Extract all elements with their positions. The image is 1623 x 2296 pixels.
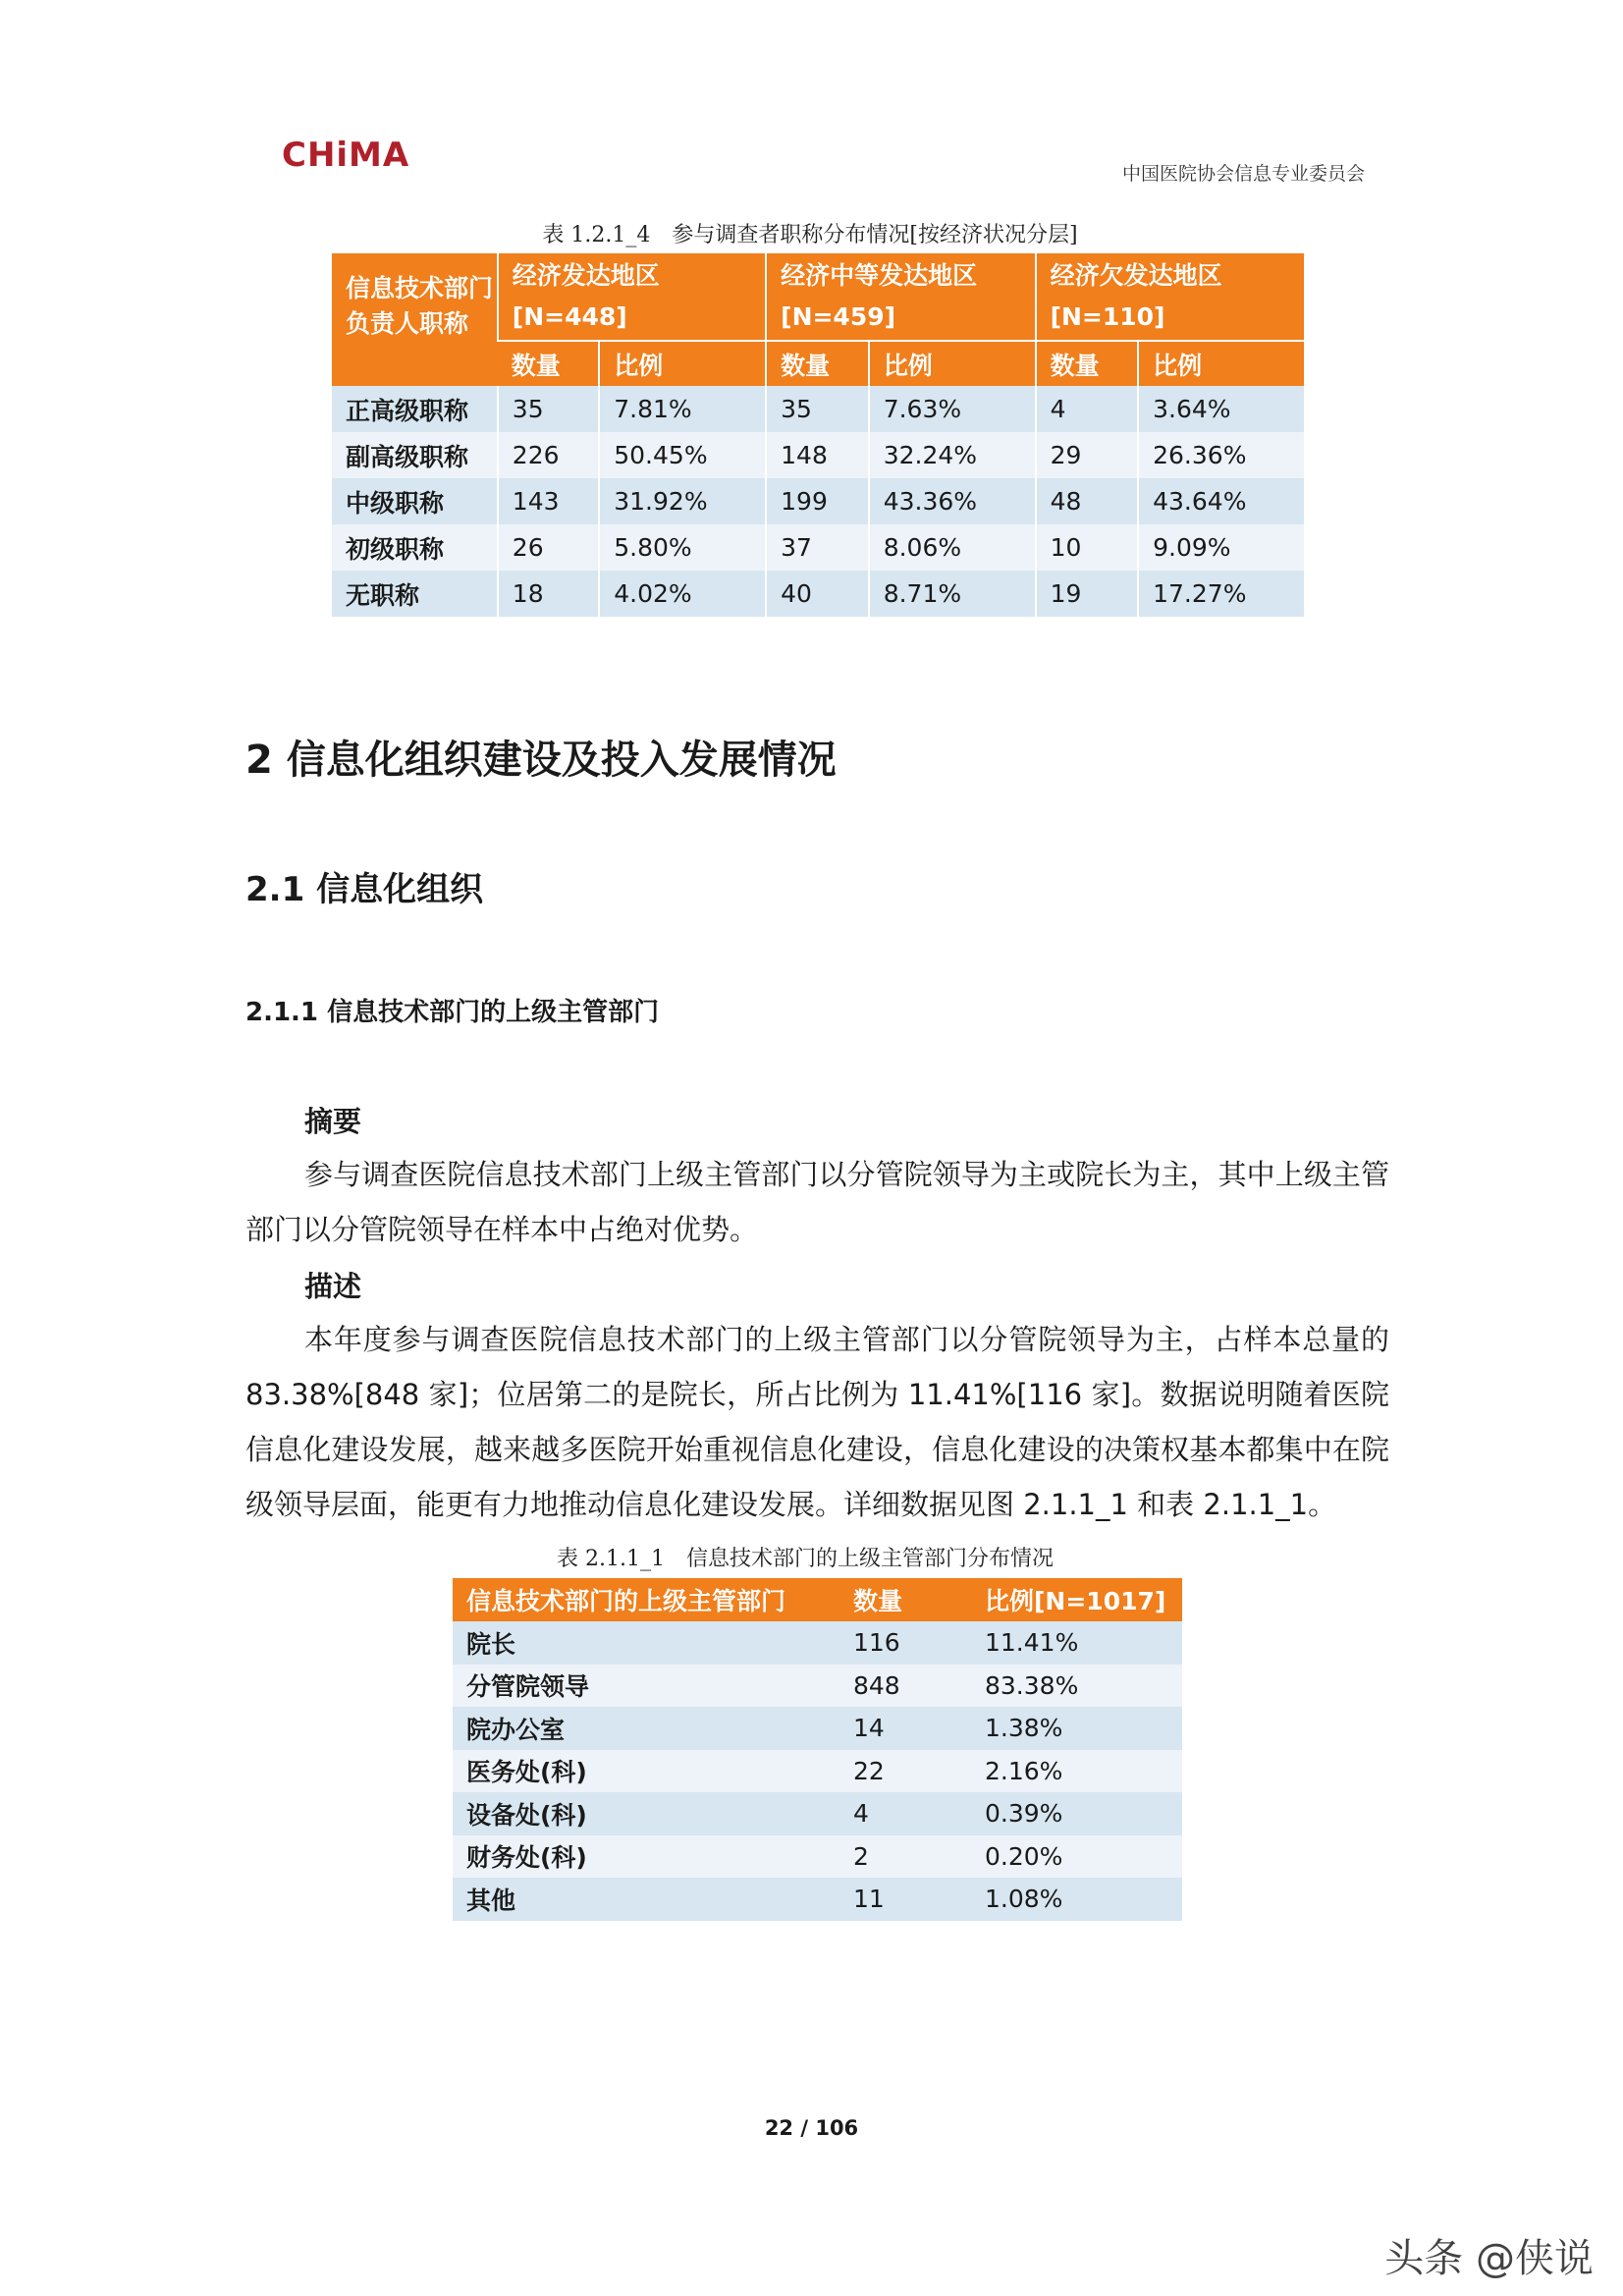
table1-corner-header: 信息技术部门负责人职称 (332, 253, 498, 386)
table-cell: 1.38% (971, 1707, 1182, 1750)
table1-sub-header: 比例 (599, 341, 766, 386)
row-label: 中级职称 (332, 478, 498, 524)
table1-caption: 表 1.2.1_4 参与调查者职称分布情况[按经济状况分层] (542, 223, 1078, 247)
table-cell: 226 (498, 432, 599, 478)
table-cell: 3.64% (1138, 386, 1304, 432)
section-heading-level1: 2 信息化组织建设及投入发展情况 (245, 738, 837, 783)
table-row (332, 571, 1304, 617)
table-cell: 26.36% (1138, 432, 1304, 478)
row-label: 初级职称 (332, 524, 498, 571)
section-heading-level2: 2.1 信息化组织 (245, 870, 484, 909)
table-cell: 40 (766, 571, 869, 617)
row-label: 副高级职称 (332, 432, 498, 478)
table-row (453, 1878, 1182, 1921)
table-cell: 11 (839, 1878, 971, 1921)
table-row (332, 432, 1304, 478)
table-row (453, 1665, 1182, 1708)
table-cell: 4.02% (599, 571, 766, 617)
table2-header: 数量 (839, 1578, 971, 1621)
table-cell: 14 (839, 1707, 971, 1750)
table-cell: 22 (839, 1750, 971, 1793)
table-cell: 8.06% (869, 524, 1036, 571)
table-cell: 848 (839, 1665, 971, 1708)
row-label: 其他 (453, 1878, 839, 1921)
description-label: 描述 (304, 1270, 362, 1303)
table-cell: 18 (498, 571, 599, 617)
table-row (453, 1707, 1182, 1750)
row-label: 分管院领导 (453, 1665, 839, 1708)
table-cell: 1.08% (971, 1878, 1182, 1921)
table-cell: 8.71% (869, 571, 1036, 617)
table-cell: 9.09% (1138, 524, 1304, 571)
table-cell: 37 (766, 524, 869, 571)
summary-paragraph: 参与调查医院信息技术部门上级主管部门以分管院领导为主或院长为主，其中上级主管部门以分管院领导在样本中占绝对优势。 (245, 1158, 1389, 1246)
table1-sub-header: 数量 (498, 341, 599, 386)
table-cell: 0.20% (971, 1835, 1182, 1879)
table2-caption: 表 2.1.1_1 信息技术部门的上级主管部门分布情况 (557, 1547, 1054, 1571)
table-cell: 148 (766, 432, 869, 478)
page-number: 22 / 106 (764, 2116, 859, 2140)
table-cell: 116 (839, 1621, 971, 1665)
table-cell: 143 (498, 478, 599, 524)
row-label: 无职称 (332, 571, 498, 617)
table-cell: 4 (839, 1792, 971, 1835)
row-label: 设备处(科) (453, 1792, 839, 1835)
table-row (332, 478, 1304, 524)
row-label: 正高级职称 (332, 386, 498, 432)
table-cell: 199 (766, 478, 869, 524)
table-cell: 2 (839, 1835, 971, 1879)
row-label: 院长 (453, 1621, 839, 1665)
table2-header: 比例[N=1017] (971, 1578, 1182, 1621)
organization-name: 中国医院协会信息专业委员会 (1121, 163, 1365, 185)
table-cell: 7.63% (869, 386, 1036, 432)
table-cell: 32.24% (869, 432, 1036, 478)
table-cell: 11.41% (971, 1621, 1182, 1665)
table-cell: 5.80% (599, 524, 766, 571)
table-cell: 2.16% (971, 1750, 1182, 1793)
table-row (453, 1835, 1182, 1879)
table-row (453, 1621, 1182, 1665)
row-label: 院办公室 (453, 1707, 839, 1750)
row-label: 医务处(科) (453, 1750, 839, 1793)
title-distribution-table (332, 253, 1304, 617)
table-cell: 83.38% (971, 1665, 1182, 1708)
table-row (453, 1792, 1182, 1835)
table-cell: 10 (1036, 524, 1139, 571)
table-cell: 17.27% (1138, 571, 1304, 617)
table1-sub-header: 数量 (1036, 341, 1139, 386)
table-cell: 43.64% (1138, 478, 1304, 524)
table-row (332, 386, 1304, 432)
section-heading-level3: 2.1.1 信息技术部门的上级主管部门 (245, 998, 660, 1027)
table-cell: 35 (766, 386, 869, 432)
description-paragraph: 本年度参与调查医院信息技术部门的上级主管部门以分管院领导为主，占样本总量的83.38%[848 家]；位居第二的是院长，所占比例为 11.41%[116 家]。数据说明随着医院信息化建设发展，越来越多医院开始重视信息化建设，信息化建设的决策权基本都集中在院级领导层面，能更有力地推动信息化建设发展。详细数据见图 2.1.1_1 和表 2.1.1_1。 (245, 1323, 1389, 1521)
table-cell: 26 (498, 524, 599, 571)
table2-header: 信息技术部门的上级主管部门 (453, 1578, 839, 1621)
table1-group-header: 经济发达地区 [N=448] (498, 253, 766, 341)
row-label: 财务处(科) (453, 1835, 839, 1879)
chima-logo: CHiMA (282, 136, 410, 175)
watermark: 头条 @侠说 (1384, 2236, 1594, 2281)
table1-group-header: 经济欠发达地区 [N=110] (1036, 253, 1304, 341)
table1-sub-header: 比例 (1138, 341, 1304, 386)
table-cell: 19 (1036, 571, 1139, 617)
table1-group-header: 经济中等发达地区 [N=459] (766, 253, 1035, 341)
table1-sub-header: 比例 (869, 341, 1036, 386)
table-cell: 43.36% (869, 478, 1036, 524)
table-cell: 0.39% (971, 1792, 1182, 1835)
table-cell: 35 (498, 386, 599, 432)
summary-label: 摘要 (304, 1105, 362, 1138)
table-cell: 31.92% (599, 478, 766, 524)
table-cell: 4 (1036, 386, 1139, 432)
table1-sub-header: 数量 (766, 341, 869, 386)
table-cell: 29 (1036, 432, 1139, 478)
table-cell: 50.45% (599, 432, 766, 478)
table-cell: 48 (1036, 478, 1139, 524)
table-row (332, 524, 1304, 571)
table-cell: 7.81% (599, 386, 766, 432)
supervising-department-table (453, 1578, 1182, 1921)
table-row (453, 1750, 1182, 1793)
